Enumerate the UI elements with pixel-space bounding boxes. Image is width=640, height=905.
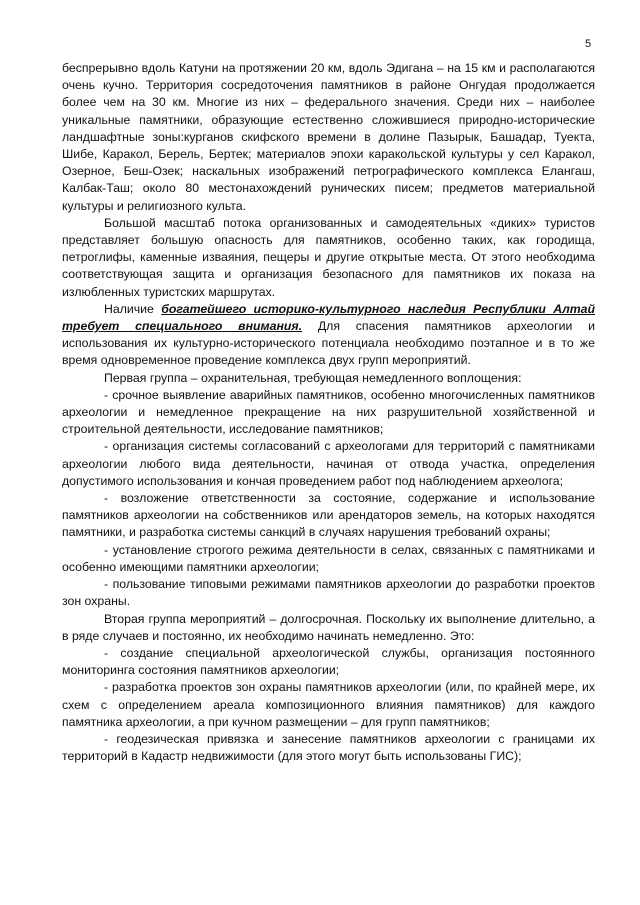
list-item-2: - организация системы согласований с археологами для территорий с памятниками археологии любого вида деятельности, начиная от отвода участка, определения допустимого использования и кончая проведением работ под наблюдением археолога; — [62, 439, 595, 488]
document-body — [62, 60, 595, 765]
list-item-4: - установление строгого режима деятельности в селах, связанных с памятниками и особенно имеющими памятники археологии; — [62, 542, 595, 574]
list-item-6: - создание специальной археологической службы, организация постоянного мониторинга состояния памятников археологии; — [62, 645, 595, 678]
list-item-8: - геодезическая привязка и занесение памятников археологии с границами их территорий в Кадастр недвижимости (для этого могут быть использованы ГИС); — [62, 731, 595, 764]
paragraph-1: беспрерывно вдоль Катуни на протяжении 20 км, вдоль Эдигана – на 15 км и располагаются очень кучно. Территория сосредоточения памятников в районе Онгудая продолжается более чем на 30 км. Многие из них – федерального значения. Среди них – наиболее уникальные памятники, образующие естественно сложившиеся природно-исторические ландшафтные зоны:курганов скифского времени в долине Пазырык, Башадар, Туекта, Шибе, Каракол, Берель, Бертек; материалов эпохи каракольской культуры у сел Каракол, Озерное, Беш-Озек; наскальных изображений петрографического комплекса Елангаш, Калбак-Таш; около 80 местонахождений рунических писем; предметов материальной культуры и религиозного культа. — [62, 61, 595, 213]
page-number: 5 — [585, 38, 592, 50]
list-item-5: - пользование типовыми режимами памятников археологии до разработки проектов зон охраны. — [62, 577, 595, 609]
list-item-1: - срочное выявление аварийных памятников, особенно многочисленных памятников археологии и немедленное прекращение на них разрушительной хозяйственной и строительной деятельности, исследование памятников; — [62, 387, 595, 437]
paragraph-10: Вторая группа мероприятий – долгосрочная. Поскольку их выполнение длительно, а в ряде случаев и постоянно, их необходимо начинать немедленно. Это: — [62, 611, 595, 643]
paragraph-3 — [62, 301, 595, 370]
list-item-7: - разработка проектов зон охраны памятников археологии (или, по крайней мере, их схем с определением ареала композиционного влияния памятников) для каждого памятника археологии, а при кучном размещении – для групп памятников; — [62, 680, 595, 729]
paragraph-4: Первая группа – охранительная, требующая немедленного воплощения: — [104, 370, 522, 385]
paragraph-3-prefix: Наличие — [104, 301, 162, 316]
paragraph-3-suffix: Для спасения памятников археологии и использования их культурно-исторического потенциала необходимо поэтапное и в то же время одновременное проведение комплекса двух групп мероприятий. — [62, 319, 595, 368]
paragraph-2: Большой масштаб потока организованных и самодеятельных «диких» туристов представляет большую опасность для памятников, особенно таких, как городища, петроглифы, каменные изваяния, пещеры и другие открытые места. От этого необходима соответствующая защита и организация безопасного для памятников их показа на излюбленных туристских маршрутах. — [62, 215, 595, 299]
list-item-3: - возложение ответственности за состояние, содержание и использование памятников археологии на собственников или арендаторов земель, на которых находятся памятники, и разработка системы санкций в случаях нарушения требований охраны; — [62, 491, 595, 540]
emphasized-statement: богатейшего историко-культурного наследия Республики Алтай требует специального внимания. — [62, 301, 596, 334]
